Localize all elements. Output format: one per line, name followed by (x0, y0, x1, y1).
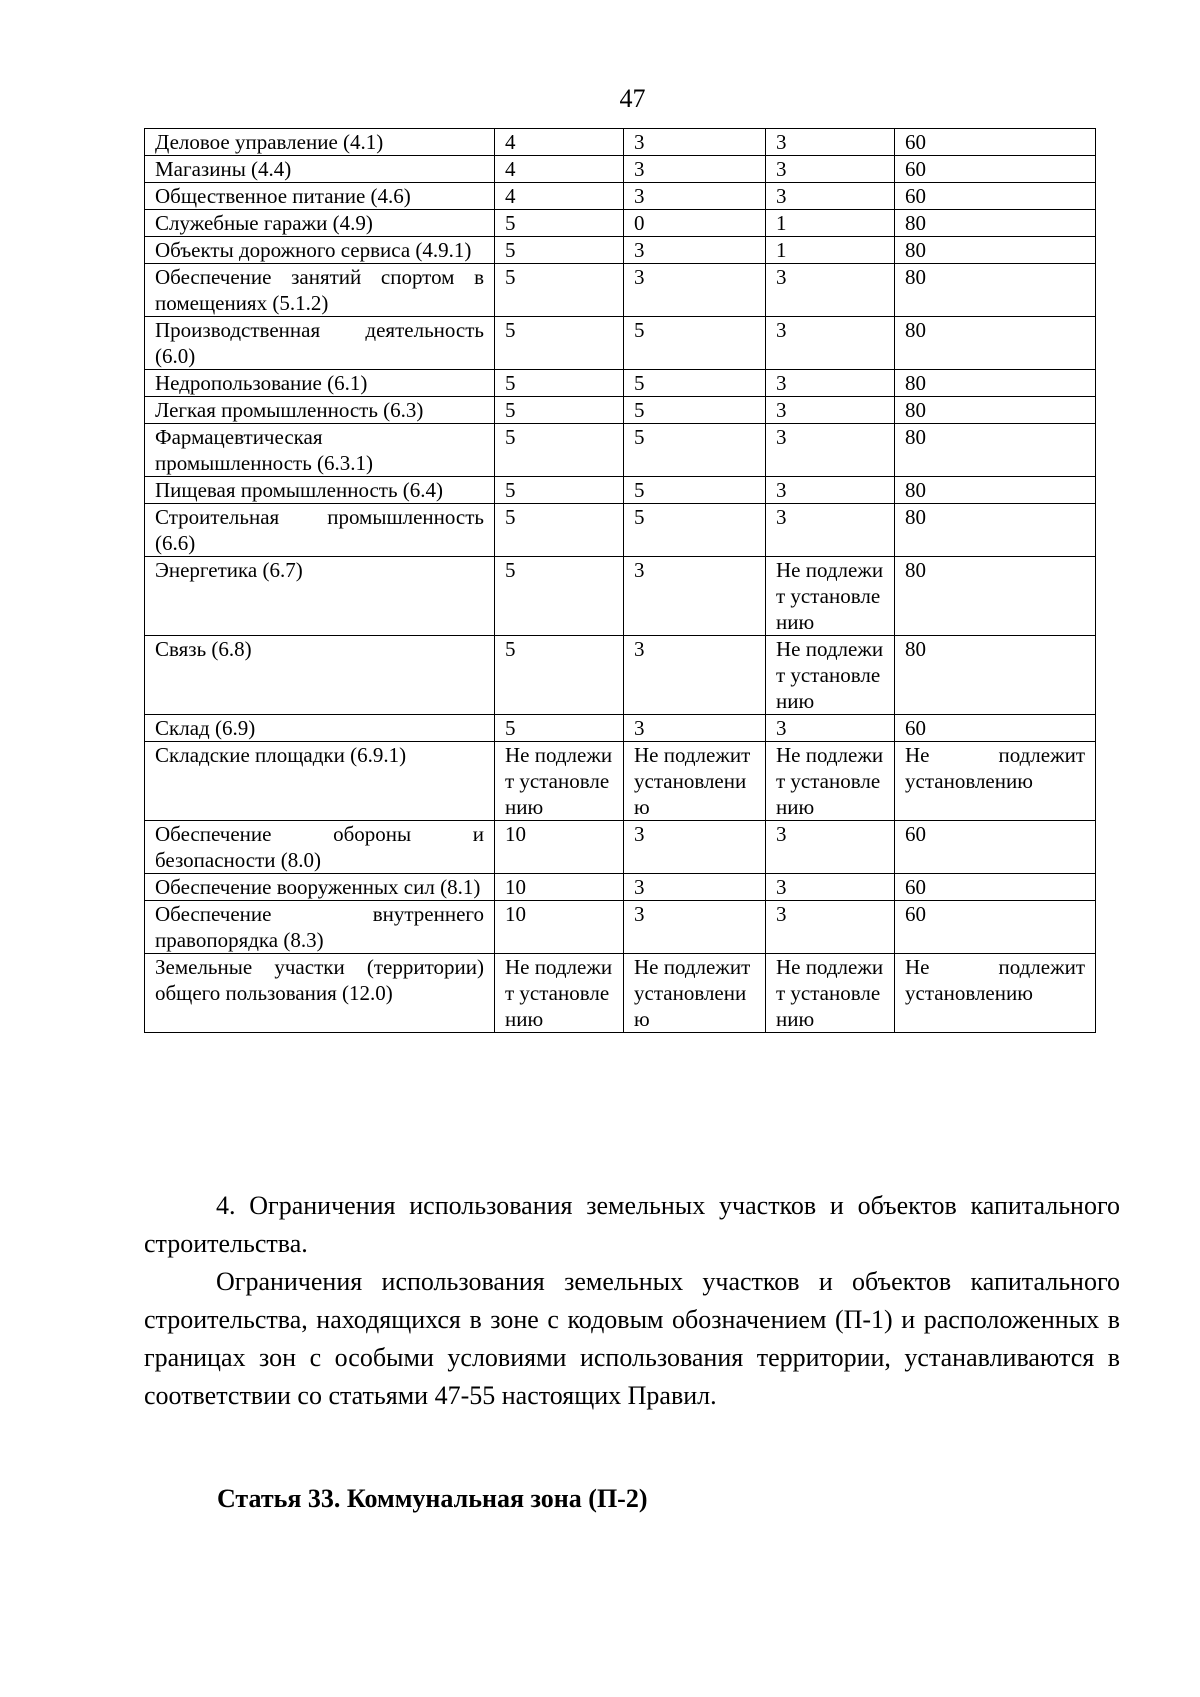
table-row (145, 954, 1096, 1033)
use-name-cell: Объекты дорожного сервиса (4.9.1) (145, 237, 495, 264)
value-cell-3: 3 (766, 264, 895, 317)
section-4-heading-text: 4. Ограничения использования земельных участков и объектов капитального строительства. (144, 1191, 1120, 1258)
value-cell-4: 60 (895, 183, 1096, 210)
value-cell-2: 0 (624, 210, 766, 237)
table-row (145, 477, 1096, 504)
value-cell-4: 60 (895, 715, 1096, 742)
table-row (145, 901, 1096, 954)
table-row (145, 370, 1096, 397)
value-cell-4: Не подлежит установлению (895, 954, 1096, 1033)
zone-parameters-table (144, 128, 1096, 1033)
value-cell-3: 3 (766, 156, 895, 183)
value-cell-4: Не подлежит установлению (895, 742, 1096, 821)
value-cell-3: 3 (766, 821, 895, 874)
value-cell-3: 3 (766, 317, 895, 370)
value-cell-1: 5 (495, 317, 624, 370)
value-cell-2: 3 (624, 264, 766, 317)
use-name-cell: Обеспечение вооруженных сил (8.1) (145, 874, 495, 901)
value-cell-1: 5 (495, 557, 624, 636)
value-cell-3: 1 (766, 237, 895, 264)
value-cell-3: 1 (766, 210, 895, 237)
table-row (145, 636, 1096, 715)
value-cell-3: 3 (766, 424, 895, 477)
value-cell-4: 60 (895, 874, 1096, 901)
value-cell-3: 3 (766, 370, 895, 397)
value-cell-2: 5 (624, 477, 766, 504)
value-cell-3: 3 (766, 901, 895, 954)
use-name-cell: Общественное питание (4.6) (145, 183, 495, 210)
value-cell-4: 80 (895, 636, 1096, 715)
value-cell-4: 80 (895, 370, 1096, 397)
use-name-cell: Фармацевтическая промышленность (6.3.1) (145, 424, 495, 477)
value-cell-3: 3 (766, 715, 895, 742)
table-row (145, 874, 1096, 901)
table-row (145, 742, 1096, 821)
value-cell-3: Не подлежит установлению (766, 954, 895, 1033)
value-cell-1: 4 (495, 156, 624, 183)
value-cell-2: 3 (624, 821, 766, 874)
value-cell-1: 4 (495, 183, 624, 210)
value-cell-1: 5 (495, 504, 624, 557)
use-name-cell: Служебные гаражи (4.9) (145, 210, 495, 237)
value-cell-2: 3 (624, 874, 766, 901)
use-name-cell: Склад (6.9) (145, 715, 495, 742)
use-name-cell: Связь (6.8) (145, 636, 495, 715)
use-name-cell: Деловое управление (4.1) (145, 129, 495, 156)
value-cell-2: Не подлежит установлению (624, 954, 766, 1033)
value-cell-1: 5 (495, 715, 624, 742)
value-cell-1: 10 (495, 901, 624, 954)
value-cell-3: 3 (766, 504, 895, 557)
value-cell-2: 3 (624, 129, 766, 156)
value-cell-4: 80 (895, 210, 1096, 237)
value-cell-1: 5 (495, 424, 624, 477)
value-cell-4: 80 (895, 397, 1096, 424)
value-cell-3: Не подлежит установлению (766, 557, 895, 636)
value-cell-2: 5 (624, 370, 766, 397)
table-row (145, 264, 1096, 317)
table-row (145, 504, 1096, 557)
value-cell-1: 5 (495, 210, 624, 237)
table-row (145, 557, 1096, 636)
use-name-cell: Энергетика (6.7) (145, 557, 495, 636)
value-cell-1: Не подлежит установлению (495, 742, 624, 821)
use-name-cell: Легкая промышленность (6.3) (145, 397, 495, 424)
value-cell-1: Не подлежит установлению (495, 954, 624, 1033)
table-row (145, 183, 1096, 210)
table-row (145, 156, 1096, 183)
use-name-cell: Земельные участки (территории) общего пользования (12.0) (145, 954, 495, 1033)
section-4-body (144, 1263, 1120, 1415)
value-cell-2: 3 (624, 715, 766, 742)
value-cell-1: 4 (495, 129, 624, 156)
value-cell-3: Не подлежит установлению (766, 742, 895, 821)
value-cell-4: 80 (895, 504, 1096, 557)
value-cell-1: 5 (495, 237, 624, 264)
value-cell-3: 3 (766, 129, 895, 156)
value-cell-2: 3 (624, 557, 766, 636)
value-cell-3: 3 (766, 183, 895, 210)
section-4-body-text: Ограничения использования земельных участков и объектов капитального строительства, находящихся в зоне с кодовым обозначением (П-1) и расположенных в границах зон с особыми условиями использования территории, устанавливаются в соответствии со статьями 47-55 настоящих Правил. (144, 1267, 1120, 1410)
value-cell-1: 5 (495, 477, 624, 504)
value-cell-1: 5 (495, 636, 624, 715)
table-row (145, 317, 1096, 370)
use-name-cell: Пищевая промышленность (6.4) (145, 477, 495, 504)
value-cell-2: 3 (624, 237, 766, 264)
value-cell-2: 5 (624, 397, 766, 424)
table-row (145, 424, 1096, 477)
value-cell-2: 5 (624, 424, 766, 477)
value-cell-4: 80 (895, 237, 1096, 264)
value-cell-3: 3 (766, 477, 895, 504)
section-4-heading (144, 1187, 1120, 1263)
value-cell-3: Не подлежит установлению (766, 636, 895, 715)
page-number: 47 (619, 84, 646, 113)
value-cell-4: 80 (895, 424, 1096, 477)
value-cell-1: 5 (495, 397, 624, 424)
value-cell-4: 60 (895, 821, 1096, 874)
use-name-cell: Производственная деятельность (6.0) (145, 317, 495, 370)
value-cell-4: 80 (895, 264, 1096, 317)
value-cell-4: 80 (895, 477, 1096, 504)
value-cell-2: 3 (624, 183, 766, 210)
value-cell-1: 10 (495, 821, 624, 874)
value-cell-4: 60 (895, 129, 1096, 156)
value-cell-4: 80 (895, 557, 1096, 636)
value-cell-4: 80 (895, 317, 1096, 370)
use-name-cell: Складские площадки (6.9.1) (145, 742, 495, 821)
use-name-cell: Обеспечение внутреннего правопорядка (8.3) (145, 901, 495, 954)
value-cell-2: 5 (624, 504, 766, 557)
use-name-cell: Магазины (4.4) (145, 156, 495, 183)
table-row (145, 397, 1096, 424)
value-cell-2: 3 (624, 901, 766, 954)
value-cell-4: 60 (895, 156, 1096, 183)
table-row (145, 821, 1096, 874)
table-row (145, 129, 1096, 156)
table-body (145, 129, 1096, 1033)
value-cell-1: 5 (495, 370, 624, 397)
value-cell-3: 3 (766, 874, 895, 901)
table-row (145, 210, 1096, 237)
value-cell-2: 5 (624, 317, 766, 370)
use-name-cell: Обеспечение занятий спортом в помещениях (5.1.2) (145, 264, 495, 317)
use-name-cell: Обеспечение обороны и безопасности (8.0) (145, 821, 495, 874)
table-row (145, 237, 1096, 264)
table-row (145, 715, 1096, 742)
value-cell-1: 5 (495, 264, 624, 317)
value-cell-4: 60 (895, 901, 1096, 954)
value-cell-1: 10 (495, 874, 624, 901)
value-cell-2: 3 (624, 636, 766, 715)
use-name-cell: Строительная промышленность (6.6) (145, 504, 495, 557)
value-cell-2: Не подлежит установлению (624, 742, 766, 821)
use-name-cell: Недропользование (6.1) (145, 370, 495, 397)
article-title: Статья 33. Коммунальная зона (П-2) (217, 1484, 648, 1513)
value-cell-2: 3 (624, 156, 766, 183)
value-cell-3: 3 (766, 397, 895, 424)
